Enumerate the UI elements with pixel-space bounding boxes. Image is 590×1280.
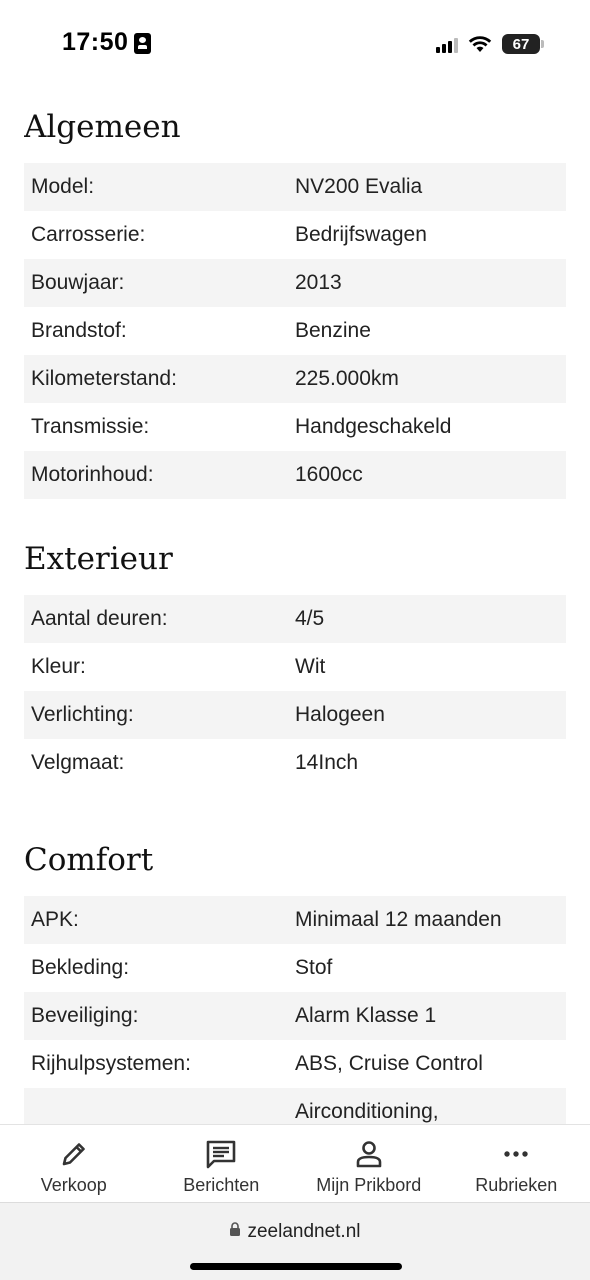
- battery-level: 67: [512, 35, 530, 53]
- spec-row: [24, 403, 566, 451]
- spec-table: [24, 595, 566, 787]
- contact-card-icon: [134, 33, 151, 54]
- spec-label: Aantal deuren:: [31, 607, 168, 630]
- spec-value: 2013: [295, 271, 342, 294]
- spec-value: Minimaal 12 maanden: [295, 908, 502, 931]
- spec-row: [24, 259, 566, 307]
- nav-item-berichten[interactable]: [148, 1125, 296, 1202]
- spec-value: ABS, Cruise Control: [295, 1052, 483, 1075]
- spec-label: Carrosserie:: [31, 223, 146, 246]
- home-indicator[interactable]: [190, 1263, 402, 1270]
- spec-row: [24, 595, 566, 643]
- url-display[interactable]: [0, 1221, 590, 1243]
- section-exterieur: [24, 520, 566, 787]
- nav-label: Verkoop: [40, 1175, 107, 1195]
- section-title: Exterieur: [24, 541, 173, 577]
- more-dots-icon: [501, 1137, 531, 1171]
- spec-row: [24, 739, 566, 787]
- spec-row: [24, 307, 566, 355]
- user-icon: [354, 1137, 384, 1171]
- spec-value: Halogeen: [295, 703, 385, 726]
- status-bar: [0, 0, 590, 88]
- spec-row: [24, 211, 566, 259]
- spec-row: [24, 992, 566, 1040]
- spec-row: [24, 1088, 566, 1124]
- spec-value: Stof: [295, 956, 333, 979]
- section-comfort: [24, 821, 566, 1124]
- nav-item-mijn-prikbord[interactable]: [295, 1125, 443, 1202]
- spec-value: NV200 Evalia: [295, 175, 423, 198]
- nav-item-verkoop[interactable]: [0, 1125, 148, 1202]
- battery-indicator: [502, 34, 540, 54]
- spec-value: Bedrijfswagen: [295, 223, 427, 246]
- spec-label: Rijhulpsystemen:: [31, 1052, 191, 1075]
- spec-label: Transmissie:: [31, 415, 150, 438]
- section-algemeen: [24, 88, 566, 499]
- spec-value: Benzine: [295, 319, 371, 342]
- spec-value: 4/5: [295, 607, 325, 630]
- spec-label: Verlichting:: [31, 703, 134, 726]
- nav-label: Mijn Prikbord: [316, 1175, 422, 1195]
- spec-label: Motorinhoud:: [31, 463, 154, 486]
- spec-label: Kilometerstand:: [31, 367, 177, 390]
- status-indicators: [436, 32, 540, 56]
- spec-label: Model:: [31, 175, 95, 198]
- browser-url-bar[interactable]: [0, 1202, 590, 1280]
- spec-row: [24, 944, 566, 992]
- spec-label: Bekleding:: [31, 956, 130, 979]
- spec-label: Bouwjaar:: [31, 271, 125, 294]
- spec-row: [24, 163, 566, 211]
- spec-table: [24, 163, 566, 499]
- section-title: Algemeen: [24, 109, 181, 145]
- vehicle-specs: [24, 88, 566, 1124]
- status-time: 17:50: [62, 28, 129, 56]
- nav-label: Berichten: [183, 1175, 260, 1195]
- wifi-icon: [468, 35, 492, 53]
- bottom-nav: [0, 1124, 590, 1202]
- spec-row: [24, 451, 566, 499]
- spec-value: Alarm Klasse 1: [295, 1004, 437, 1027]
- nav-label: Rubrieken: [475, 1175, 558, 1195]
- spec-value: Airconditioning,: [295, 1100, 439, 1123]
- spec-row: [24, 691, 566, 739]
- nav-item-rubrieken[interactable]: [443, 1125, 590, 1202]
- url-text: zeelandnet.nl: [247, 1221, 361, 1242]
- spec-table: [24, 896, 566, 1124]
- spec-value: 1600cc: [295, 463, 363, 486]
- message-icon: [204, 1137, 238, 1171]
- spec-value: 225.000km: [295, 367, 399, 390]
- spec-row: [24, 1040, 566, 1088]
- spec-value: Handgeschakeld: [295, 415, 452, 438]
- spec-value: Wit: [295, 655, 326, 678]
- spec-row: [24, 643, 566, 691]
- spec-row: [24, 355, 566, 403]
- pencil-icon: [59, 1137, 89, 1171]
- lock-icon: [229, 1221, 241, 1243]
- spec-label: APK:: [31, 908, 79, 931]
- spec-label: Brandstof:: [31, 319, 127, 342]
- spec-value: 14Inch: [295, 751, 359, 774]
- spec-label: Kleur:: [31, 655, 86, 678]
- spec-row: [24, 896, 566, 944]
- cellular-signal-icon: [436, 35, 458, 53]
- section-title: Comfort: [24, 842, 154, 878]
- spec-label: Beveiliging:: [31, 1004, 139, 1027]
- spec-label: Velgmaat:: [31, 751, 125, 774]
